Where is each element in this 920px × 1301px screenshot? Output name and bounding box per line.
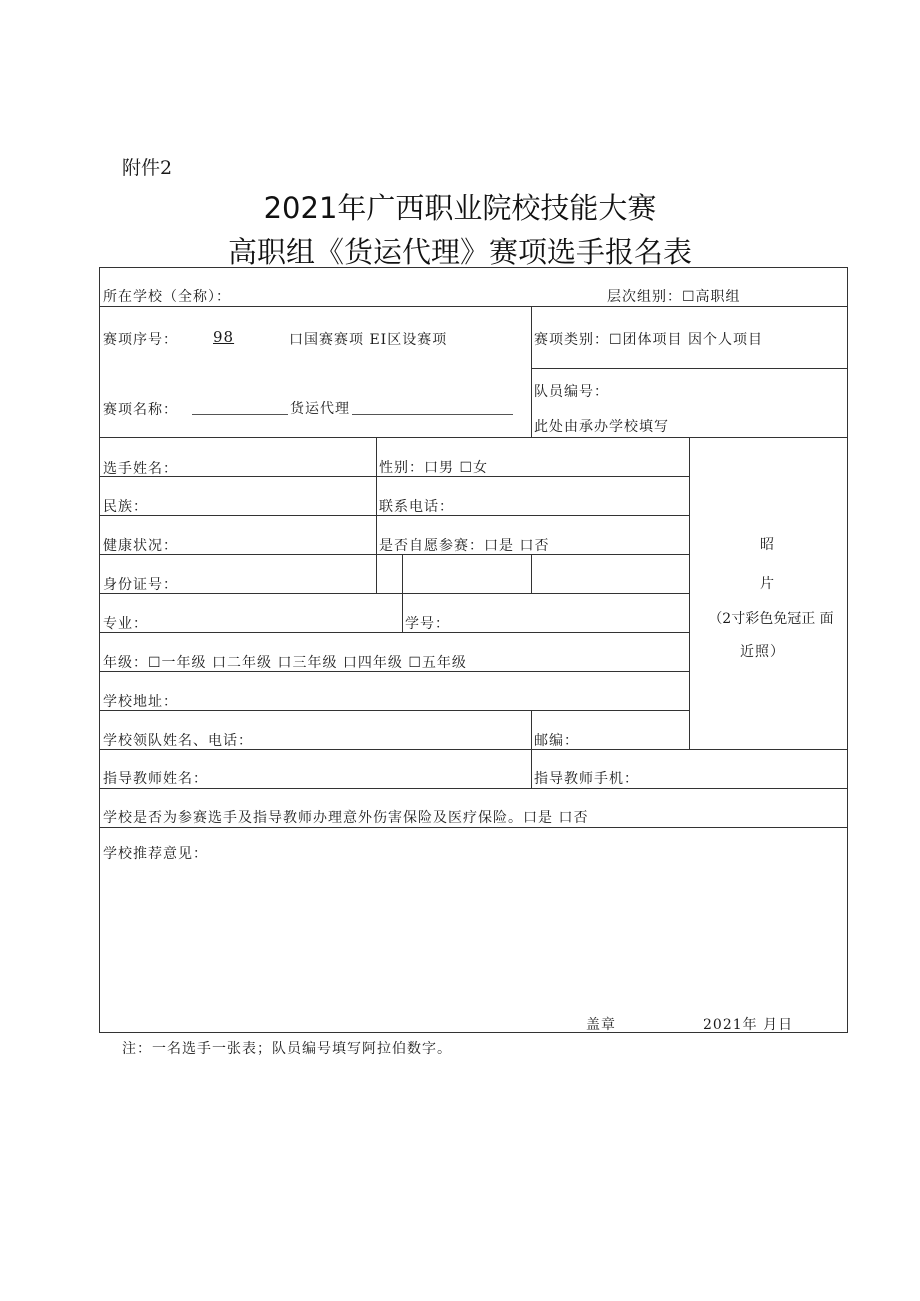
voluntary-label: 是否自愿参赛：口是 口否 <box>379 538 550 554</box>
event-no-value: 98 <box>213 328 235 346</box>
teacher-phone-label: 指导教师手机： <box>534 771 639 787</box>
school-address-label: 学校地址： <box>103 694 178 710</box>
form-title-line1: 2021年广西职业院校技能大赛 <box>263 191 657 225</box>
photo-instructions: （2寸彩色免冠正 面 <box>708 611 834 627</box>
event-name-underline <box>192 414 513 415</box>
event-category-label: 赛项类别：☐团体项目 因个人项目 <box>534 332 764 348</box>
row-divider <box>100 632 689 633</box>
health-label: 健康状况： <box>103 538 178 554</box>
row-divider <box>100 306 847 307</box>
row-divider <box>100 437 847 438</box>
registration-form <box>99 267 848 1033</box>
row-divider <box>100 710 689 711</box>
postcode-label: 邮编： <box>534 733 579 749</box>
player-name-label: 选手姓名： <box>103 461 178 477</box>
row-divider <box>100 788 847 789</box>
row-divider <box>100 827 847 828</box>
col-divider <box>531 306 532 437</box>
level-group-label: 层次组别：☐高职组 <box>607 289 741 305</box>
event-name-label: 赛项名称： <box>103 402 178 418</box>
ethnicity-label: 民族： <box>103 499 148 515</box>
recommendation-label: 学校推荐意见： <box>103 846 208 862</box>
form-title-line2: 高职组《货运代理》赛项选手报名表 <box>227 235 692 269</box>
col-divider <box>376 437 377 593</box>
col-divider <box>402 554 403 632</box>
photo-label-line1: 昭 <box>760 537 775 553</box>
major-label: 专业： <box>103 616 148 632</box>
seal-label: 盖章 <box>586 1017 616 1033</box>
footnote: 注：一名选手一张表；队员编号填写阿拉伯数字。 <box>122 1041 452 1057</box>
insurance-label: 学校是否为参赛选手及指导教师办理意外伤害保险及医疗保险。口是 口否 <box>103 810 589 826</box>
event-kind-label: 口国赛赛项 EI区设赛项 <box>289 332 448 348</box>
attachment-label: 附件2 <box>122 157 173 179</box>
gender-label: 性别：口男 ☐女 <box>379 460 489 476</box>
col-divider <box>531 710 532 788</box>
event-name-value: 货运代理 <box>288 398 352 418</box>
phone-label: 联系电话： <box>379 499 454 515</box>
id-number-label: 身份证号： <box>103 577 178 593</box>
date-label: 2021年 月日 <box>703 1017 794 1033</box>
photo-label-line2: 片 <box>760 576 775 592</box>
student-no-label: 学号： <box>405 616 450 632</box>
row-divider <box>531 368 847 369</box>
event-no-label: 赛项序号： <box>103 332 178 348</box>
teacher-name-label: 指导教师姓名： <box>103 771 208 787</box>
team-leader-label: 学校领队姓名、电话： <box>103 733 253 749</box>
col-divider <box>531 554 532 593</box>
member-no-label: 队员编号： <box>534 384 609 400</box>
photo-col-divider <box>689 437 690 749</box>
grade-label: 年级：☐一年级 口二年级 口三年级 口四年级 ☐五年级 <box>103 655 467 671</box>
member-no-note: 此处由承办学校填写 <box>534 419 669 435</box>
school-label: 所在学校（全称）： <box>103 289 231 305</box>
row-divider <box>100 593 689 594</box>
photo-instructions-line2: 近照） <box>740 644 785 660</box>
